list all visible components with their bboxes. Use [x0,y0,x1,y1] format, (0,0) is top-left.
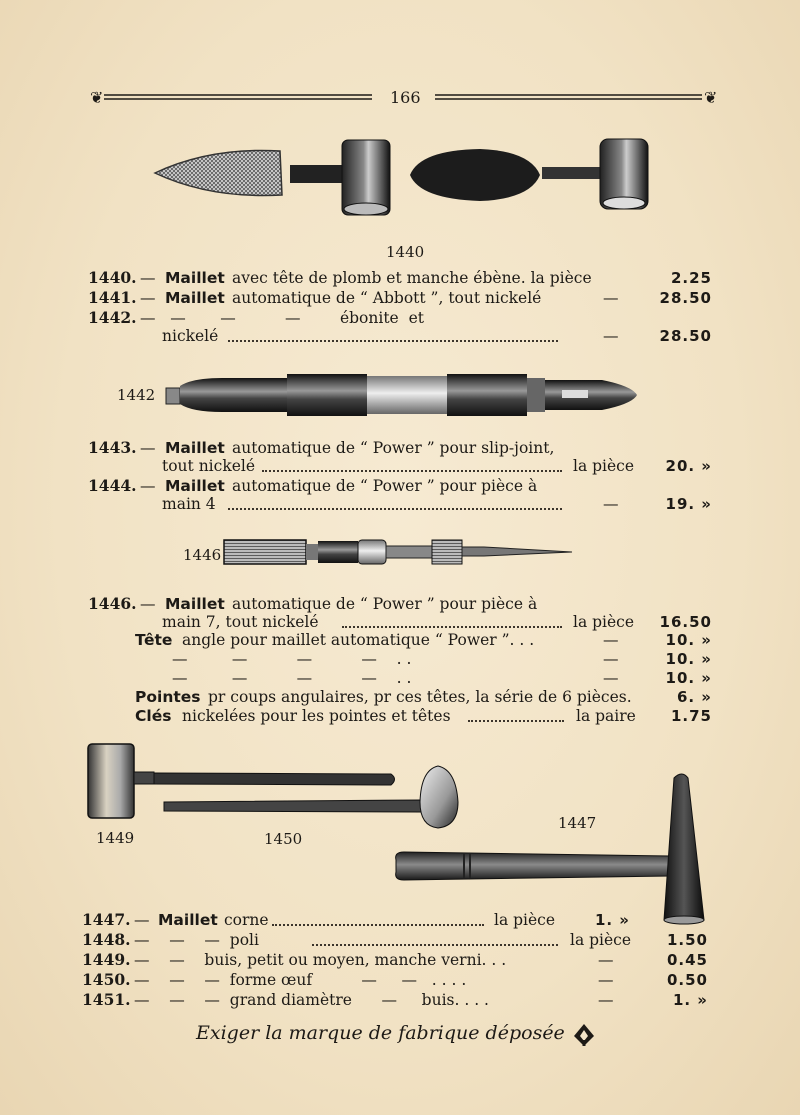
item-number: 1451. [82,990,131,1009]
trademark-notice: Exiger la marque de fabrique déposée [196,1022,565,1044]
item-ditto: — [598,971,614,989]
item-ditto: — [603,669,619,687]
item-description-cont: main 4 [162,495,216,513]
item-price: 19. » [665,495,712,513]
item-description: nickelées pour les pointes et têtes [182,707,451,725]
item-description: angle pour maillet automatique “ Power ”. . . [182,631,535,649]
figure-label-1446: 1446 [183,546,222,564]
item-ditto: — [603,650,619,668]
item-name: Maillet [165,269,225,287]
item-name: Maillet [158,911,218,929]
item-ditto: — [598,991,614,1009]
item-price: 1. » [594,911,630,929]
item-price: 20. » [665,457,712,475]
item-unit: la paire [576,707,636,725]
item-dash: — [140,269,156,287]
item-description: corne [224,911,269,929]
item-number: 1440. [88,268,137,287]
figure-label-1442: 1442 [117,386,156,404]
item-description: pr coups angulaires, pr ces têtes, la série de 6 pièces. [208,688,632,706]
item-dash: — [140,477,156,495]
item-dash: — [140,289,156,307]
item-description: — — — — . . [172,650,412,668]
item-price: 28.50 [659,289,712,307]
item-ditto: — [603,495,619,513]
svg-text:❦: ❦ [90,88,104,107]
item-price: 10. » [665,669,712,687]
item-price: 1.75 [670,707,712,725]
leader-dots [312,944,558,946]
item-number: 1446. [88,594,137,613]
item-price: 10. » [665,631,712,649]
figure-label-1449: 1449 [96,829,135,847]
item-price: 2.25 [670,269,712,287]
item-name: Maillet [165,477,225,495]
item-description: automatique de “ Power ” pour pièce à [232,595,538,613]
item-number: 1441. [88,288,137,307]
item-description: — — buis, petit ou moyen, manche verni. . . [134,951,507,969]
automatic-mallet-illustration-1446 [222,536,578,570]
item-price: 0.45 [666,951,708,969]
figure-label-1447: 1447 [558,814,597,832]
item-description: automatique de “ Power ” pour pièce à [232,477,538,495]
item-unit: la pièce [573,613,635,631]
item-number: 1442. [88,308,137,327]
item-price: 10. » [665,650,712,668]
item-ditto: — [603,631,619,649]
item-name: Clés [135,707,172,725]
item-description-cont: nickelé [162,327,219,345]
item-price: 16.50 [659,613,712,631]
item-unit: la pièce [570,931,632,949]
item-unit: la pièce [494,911,556,929]
item-number: 1447. [82,910,131,929]
mallet-illustration-1440 [150,135,660,225]
item-number: 1444. [88,476,137,495]
figure-label-1450: 1450 [264,830,303,848]
item-price: 0.50 [666,971,708,989]
item-ditto: — [603,327,619,345]
item-number: 1443. [88,438,137,457]
item-number: 1450. [82,970,131,989]
figure-label-1440: 1440 [386,243,425,261]
item-name: Tête [135,631,173,649]
item-name: Maillet [165,439,225,457]
item-unit: la pièce [573,457,635,475]
leader-dots [228,508,562,510]
item-number: 1448. [82,930,131,949]
horn-mallet-illustration-1447 [390,768,712,926]
item-ditto: — [603,289,619,307]
item-number: 1449. [82,950,131,969]
item-dash: — [140,439,156,457]
item-dash: — [134,911,150,929]
item-description: automatique de “ Abbott ”, tout nickelé [232,289,542,307]
item-price: 1. » [672,991,708,1009]
item-description-cont: main 7, tout nickelé [162,613,319,631]
item-dash: — [140,595,156,613]
item-name: Maillet [165,595,225,613]
svg-text:❦: ❦ [704,88,718,107]
leader-dots [228,340,558,342]
item-name: Pointes [135,688,201,706]
item-price: 1.50 [666,931,708,949]
item-ditto: — [598,951,614,969]
item-description: — — — forme œuf — — . . . . [134,971,467,989]
leader-dots [468,720,564,722]
trademark-logo-icon [572,1022,596,1048]
item-description: — — — poli [134,931,259,949]
leader-dots [262,470,562,472]
automatic-mallet-illustration-1442 [162,368,642,422]
item-description: — — — grand diamètre — buis. . . . [134,991,489,1009]
page-number: 166 [390,88,421,107]
item-price: 28.50 [659,327,712,345]
item-description: automatique de “ Power ” pour slip-joint, [232,439,555,457]
item-description: — — — — . . [172,669,412,687]
leader-dots [272,924,484,926]
leader-dots [342,626,562,628]
item-name: Maillet [165,289,225,307]
item-price: 6. » [676,688,712,706]
item-description: — — — — ébonite et [140,309,424,327]
item-description-cont: tout nickelé [162,457,256,475]
item-description: avec tête de plomb et manche ébène. la pièce [232,269,592,287]
